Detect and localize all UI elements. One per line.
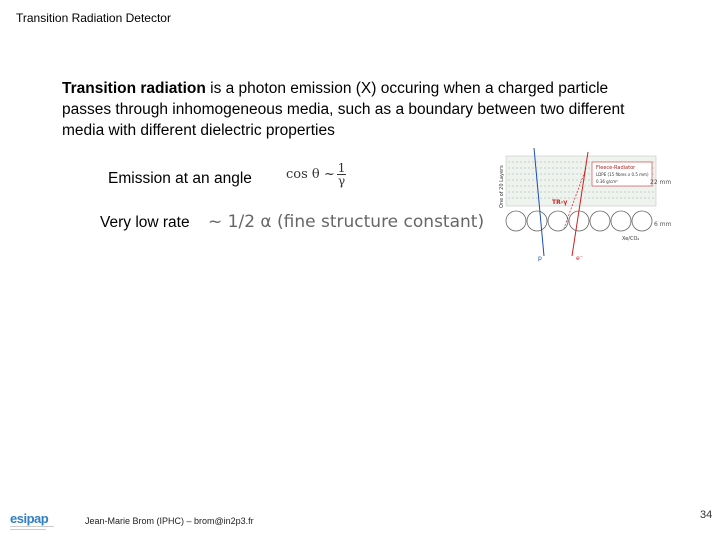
page-number: 34 — [700, 509, 713, 521]
cos-formula-lhs: cos θ ~ — [286, 167, 335, 182]
detector-diagram — [492, 148, 677, 266]
dimension-22mm: 22 mm — [650, 179, 672, 186]
radiator-label-2: LDPE (15 fibres x 0.5 mm) — [596, 172, 649, 177]
layer-axis-label: One of 20 Layers — [499, 165, 505, 208]
footer-author: Jean-Marie Brom (IPHC) – brom@in2p3.fr — [85, 516, 254, 526]
esipap-logo — [10, 512, 70, 536]
radiator-label-1: Fleece-Radiator — [596, 165, 636, 171]
logo-subtext — [10, 525, 70, 532]
cos-formula — [286, 162, 346, 187]
intro-text: is a photon emission (X) occuring when a charged particle passes through inhomogeneous media, such as a boundary between two different media with different dielectric properties — [62, 80, 625, 139]
fraction-denominator: γ — [338, 174, 346, 188]
alpha-formula: ~ 1/2 α (fine structure constant) — [208, 212, 485, 232]
cos-formula-fraction — [337, 162, 347, 187]
rate-label: Very low rate — [100, 214, 190, 231]
radiator-label-3: 0.36 g/cm³ — [596, 179, 618, 184]
fraction-numerator: 1 — [337, 161, 346, 175]
straw-tubes — [506, 211, 652, 231]
logo-text: esipap — [10, 511, 49, 526]
gas-label: Xe/CO₂ — [622, 236, 640, 242]
intro-term: Transition radiation — [62, 80, 206, 97]
tr-gamma-label: TR-γ — [552, 199, 568, 206]
proton-label: p — [538, 255, 542, 262]
slide-title: Transition Radiation Detector — [16, 11, 171, 25]
dimension-6mm: 6 mm — [654, 221, 672, 228]
emission-angle-label: Emission at an angle — [108, 170, 252, 187]
intro-paragraph — [62, 78, 652, 141]
electron-label: e⁻ — [576, 255, 583, 262]
logo-subtext-lines — [10, 525, 58, 531]
